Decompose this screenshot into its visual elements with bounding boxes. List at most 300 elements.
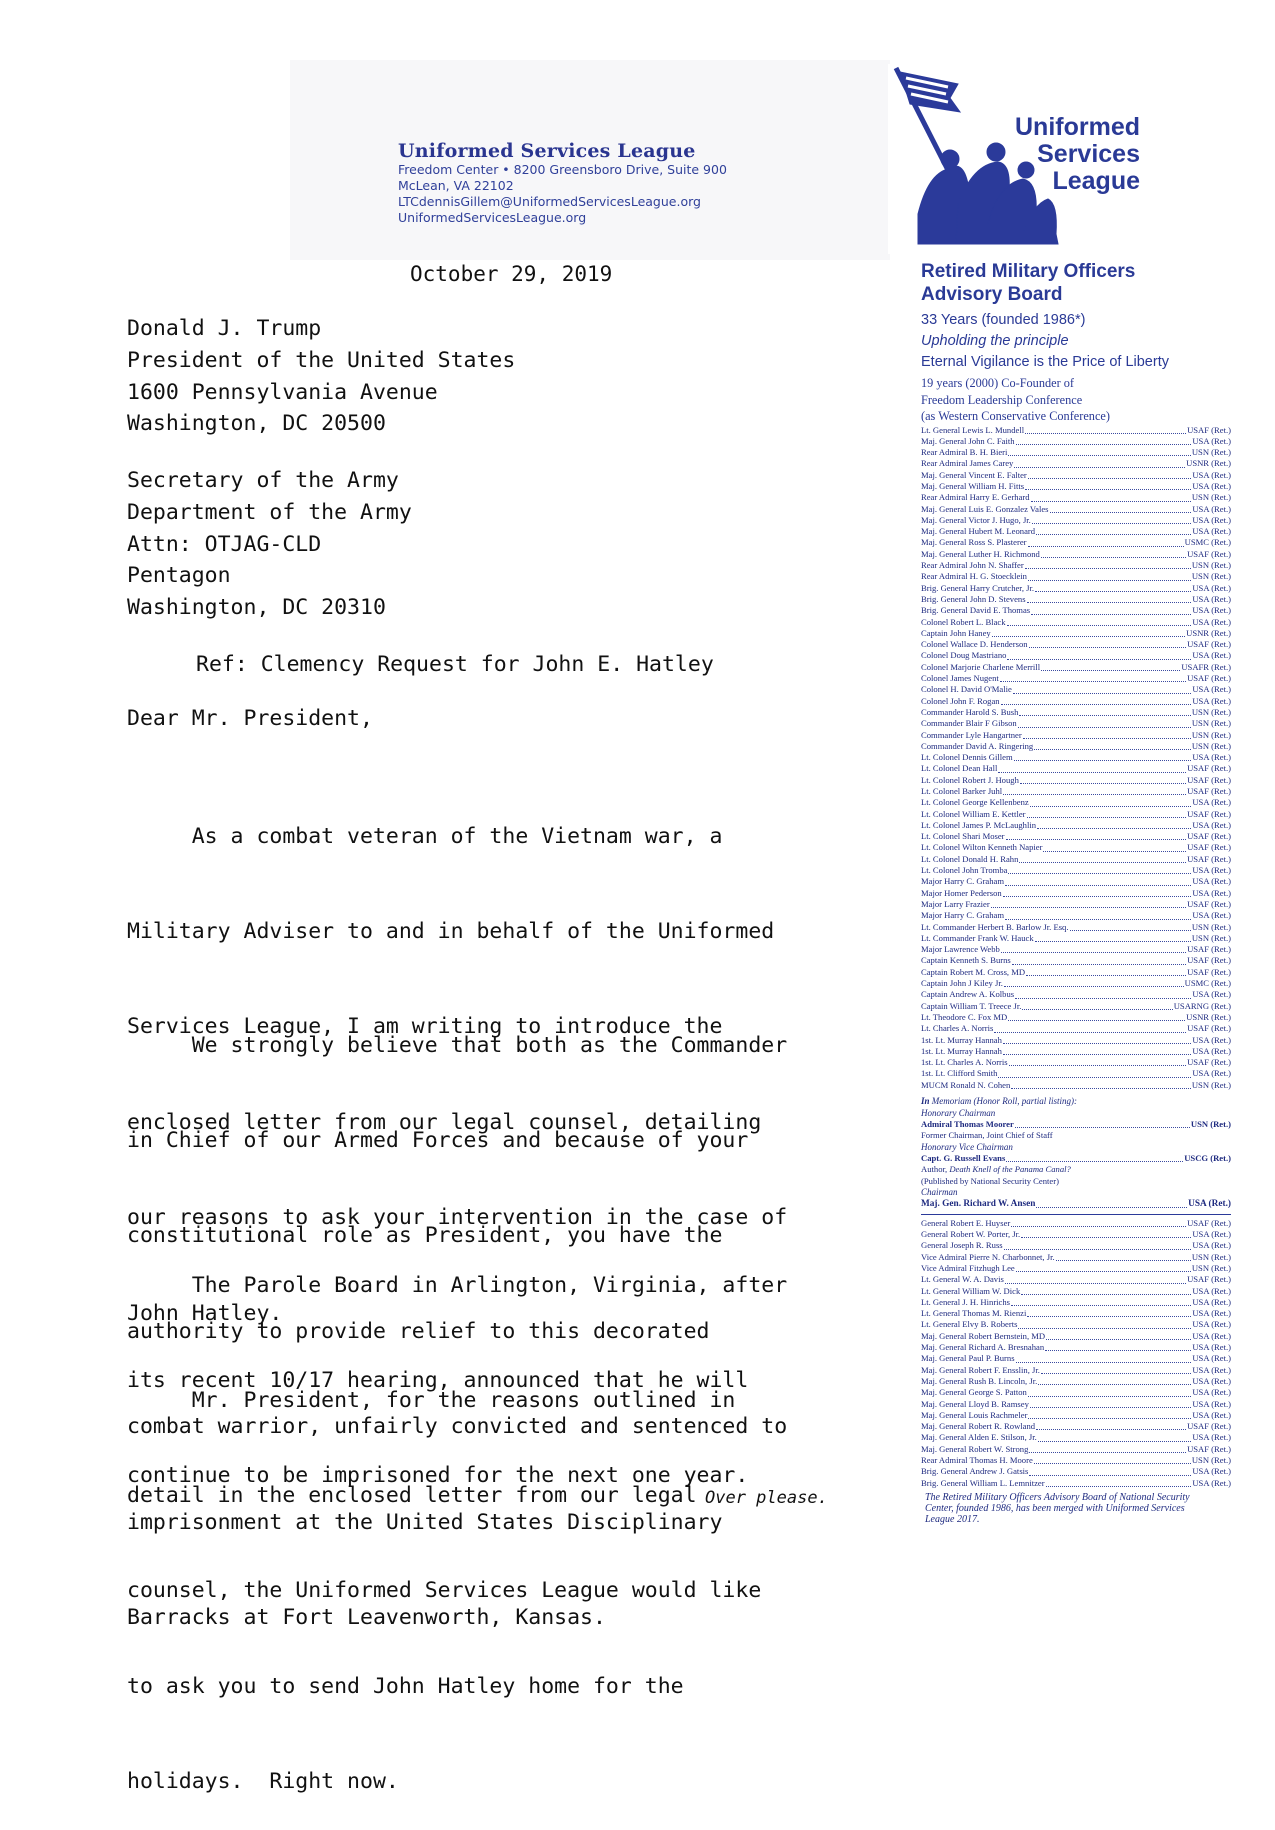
member-name: Rear Admiral Thomas H. Moore bbox=[921, 1455, 1033, 1466]
member-name: Rear Admiral James Carey bbox=[921, 458, 1014, 469]
member-name: Brig. General William L. Lemnitzer bbox=[921, 1477, 1045, 1488]
member-branch: USA (Ret.) bbox=[1192, 1045, 1231, 1056]
member-branch: USA (Ret.) bbox=[1192, 435, 1231, 446]
roster-row bbox=[921, 1263, 1231, 1274]
leader-dots bbox=[1014, 467, 1185, 468]
leader-dots bbox=[1043, 851, 1186, 852]
leader-dots bbox=[1025, 568, 1191, 569]
member-name: Maj. General Richard A. Bresnahan bbox=[921, 1342, 1045, 1353]
member-branch: USA (Ret.) bbox=[1192, 503, 1231, 514]
member-branch: USA (Ret.) bbox=[1192, 605, 1231, 616]
leader-dots bbox=[1029, 1475, 1191, 1476]
roster-row bbox=[921, 470, 1231, 481]
roster-row bbox=[921, 876, 1231, 887]
leader-dots bbox=[1050, 512, 1192, 513]
member-branch: USAF (Ret.) bbox=[1187, 955, 1231, 966]
member-branch: USN (Ret.) bbox=[1191, 706, 1231, 717]
roster-row bbox=[921, 458, 1231, 469]
paragraph-line: in Chief of our Armed Forces and because of your bbox=[127, 1127, 749, 1153]
roster-row bbox=[921, 1319, 1231, 1330]
roster-row bbox=[921, 662, 1231, 673]
paragraph-line: holidays. Right now. bbox=[127, 1769, 399, 1795]
roster-row bbox=[921, 922, 1231, 933]
member-name: Lt. Colonel Dean Hall bbox=[921, 763, 998, 774]
member-name: Captain John Haney bbox=[921, 627, 991, 638]
member-branch: USN (Ret.) bbox=[1191, 932, 1231, 943]
recipient-line: Department of the Army bbox=[127, 499, 412, 525]
member-branch: USNR (Ret.) bbox=[1186, 627, 1231, 638]
member-name: Lt. Colonel Dennis Gillem bbox=[921, 752, 1013, 763]
roster-row bbox=[921, 1353, 1231, 1364]
member-branch: USA (Ret.) bbox=[1192, 1466, 1231, 1477]
leader-dots bbox=[1021, 1237, 1191, 1238]
member-branch: USN (Ret.) bbox=[1190, 1119, 1231, 1130]
roster-row bbox=[921, 1001, 1231, 1012]
member-branch: USAF (Ret.) bbox=[1187, 853, 1231, 864]
leader-dots bbox=[994, 1032, 1186, 1033]
roster-row bbox=[921, 504, 1231, 515]
leader-dots bbox=[1014, 760, 1192, 761]
chairman-row bbox=[921, 1199, 1231, 1210]
logo-line3: League bbox=[1052, 167, 1140, 195]
paragraph-line: our reasons to ask your intervention in the case of bbox=[127, 1205, 788, 1231]
member-name: Vice Admiral Pierre N. Charbonnet, Jr. bbox=[921, 1251, 1055, 1262]
leader-dots bbox=[1031, 501, 1191, 502]
leader-dots bbox=[1056, 1260, 1191, 1261]
leader-dots bbox=[1013, 693, 1192, 694]
memoriam-heading bbox=[921, 1096, 1231, 1108]
paragraph-line: Services League, I am writing to introduce the bbox=[127, 1014, 723, 1040]
leader-dots bbox=[1015, 1127, 1190, 1128]
member-name: Major Larry Frazier bbox=[921, 898, 990, 909]
leader-dots bbox=[1027, 602, 1192, 603]
leader-dots bbox=[1003, 896, 1192, 897]
leader-dots bbox=[1011, 1088, 1191, 1089]
roster-row bbox=[921, 583, 1231, 594]
paragraph-line: authority to provide relief to this decorated bbox=[127, 1318, 710, 1344]
member-branch: USA (Ret.) bbox=[1192, 1375, 1231, 1386]
cofounder-line2: Freedom Leadership Conference bbox=[921, 392, 1083, 407]
member-branch: USA (Ret.) bbox=[1192, 1409, 1231, 1420]
recipient-line: 1600 Pennsylvania Avenue bbox=[127, 379, 438, 405]
leader-dots bbox=[1045, 1350, 1191, 1351]
leader-dots bbox=[1028, 1396, 1192, 1397]
roster-row bbox=[921, 492, 1231, 503]
roster-row bbox=[921, 1365, 1231, 1376]
member-branch: USAF (Ret.) bbox=[1187, 763, 1231, 774]
roster-row bbox=[921, 1444, 1231, 1455]
leader-dots bbox=[1004, 986, 1184, 987]
member-name: Colonel Robert L. Black bbox=[921, 616, 1006, 627]
member-name: Major Harry C. Graham bbox=[921, 910, 1005, 921]
paragraph-line: detail in the enclosed letter from our legal bbox=[127, 1482, 697, 1508]
paragraph-4 bbox=[127, 1321, 887, 1830]
roster-row bbox=[921, 944, 1231, 955]
leader-dots bbox=[1036, 1429, 1186, 1430]
member-branch: USA (Ret.) bbox=[1192, 910, 1231, 921]
member-name: Captain Kenneth S. Burns bbox=[921, 955, 1011, 966]
member-name: Major Homer Pederson bbox=[921, 887, 1002, 898]
member-name: Commander Lyle Hangartner bbox=[921, 729, 1022, 740]
roster-row bbox=[921, 537, 1231, 548]
member-name: Lt. Colonel Wilton Kenneth Napier bbox=[921, 842, 1043, 853]
leader-dots bbox=[1029, 1452, 1186, 1453]
member-branch: USA (Ret.) bbox=[1192, 650, 1231, 661]
honorary-vice-label: Honorary Vice Chairman bbox=[921, 1141, 1013, 1152]
member-branch: USA (Ret.) bbox=[1192, 1387, 1231, 1398]
letter-date: October 29, 2019 bbox=[410, 262, 613, 286]
paragraph-line: combat warrior, unfairly convicted and sentenced to bbox=[127, 1414, 788, 1440]
leader-dots bbox=[1038, 1441, 1192, 1442]
member-branch: USA (Ret.) bbox=[1192, 797, 1231, 808]
member-name: Lt. General W. A. Davis bbox=[921, 1274, 1004, 1285]
over-please-note: Over please. bbox=[705, 1488, 828, 1508]
honorary-chairman-row bbox=[921, 1119, 1231, 1130]
member-name: Lt. Commander Herbert B. Barlow Jr. Esq. bbox=[921, 921, 1069, 932]
roster-row bbox=[921, 797, 1231, 808]
roster-row bbox=[921, 481, 1231, 492]
member-name: Brig. General David E. Thomas bbox=[921, 605, 1031, 616]
member-branch: USN (Ret.) bbox=[1191, 740, 1231, 751]
paragraph-line: As a combat veteran of the Vietnam war, a bbox=[127, 823, 723, 849]
address-line2: McLean, VA 22102 bbox=[398, 178, 514, 193]
member-name: Maj. General Robert W. Strong bbox=[921, 1443, 1029, 1454]
website-link[interactable]: UniformedServicesLeague.org bbox=[398, 210, 587, 225]
member-name: Lt. Theodore C. Fox MD bbox=[921, 1011, 1008, 1022]
recipient-line: Secretary of the Army bbox=[127, 468, 399, 493]
leader-dots bbox=[1023, 738, 1191, 739]
paragraph-line: counsel, the Uniformed Services League would like bbox=[127, 1578, 762, 1604]
leader-dots bbox=[1011, 1226, 1186, 1227]
honorary-vice-note2: (Published by National Security Center) bbox=[921, 1175, 1059, 1186]
member-branch: USA (Ret.) bbox=[1192, 1364, 1231, 1375]
member-name: Colonel James Nugent bbox=[921, 673, 999, 684]
leader-dots bbox=[1018, 727, 1191, 728]
leader-dots bbox=[1008, 455, 1190, 456]
member-branch: USN (Ret.) bbox=[1191, 1079, 1231, 1090]
member-branch: USA (Ret.) bbox=[1192, 593, 1231, 604]
member-name: Lt. General Elvy B. Roberts bbox=[921, 1319, 1018, 1330]
board-motto: Eternal Vigilance is the Price of Liberty bbox=[921, 354, 1169, 370]
roster-row bbox=[921, 617, 1231, 628]
leader-dots bbox=[1015, 998, 1191, 999]
roster-row bbox=[921, 436, 1231, 447]
board-title-line2: Advisory Board bbox=[921, 284, 1063, 305]
member-name: Captain Robert M. Cross, MD bbox=[921, 966, 1026, 977]
logo-line1: Uniformed bbox=[1015, 113, 1140, 141]
member-branch: USN (Ret.) bbox=[1191, 492, 1231, 503]
member-name: Maj. Gen. Richard W. Ansen bbox=[921, 1198, 1036, 1209]
letterhead bbox=[398, 140, 727, 226]
paragraph-line: Mr. President, for the reasons outlined in bbox=[127, 1387, 736, 1413]
member-branch: USA (Ret.) bbox=[1192, 876, 1231, 887]
leader-dots bbox=[1019, 715, 1190, 716]
member-name: Maj. General Luther H. Richmond bbox=[921, 548, 1040, 559]
roster-row bbox=[921, 1218, 1231, 1229]
honorary-chairman-note: Former Chairman, Joint Chief of Staff bbox=[921, 1130, 1053, 1141]
recipient-block-president bbox=[127, 313, 887, 440]
member-branch: USA (Ret.) bbox=[1192, 469, 1231, 480]
leader-dots bbox=[1008, 1020, 1185, 1021]
member-branch: USA (Ret.) bbox=[1192, 1353, 1231, 1364]
roster-row bbox=[921, 515, 1231, 526]
paragraph-line: to ask you to send John Hatley home for the bbox=[127, 1673, 684, 1699]
roster-row bbox=[921, 1252, 1231, 1263]
paragraph-line: continue to be imprisoned for the next one year. bbox=[127, 1463, 749, 1489]
member-name: Vice Admiral Fitzhugh Lee bbox=[921, 1262, 1015, 1273]
member-branch: USNR (Ret.) bbox=[1186, 458, 1231, 469]
member-branch: USN (Ret.) bbox=[1191, 729, 1231, 740]
leader-dots bbox=[1041, 557, 1186, 558]
leader-dots bbox=[1046, 1339, 1191, 1340]
roster-row bbox=[921, 571, 1231, 582]
roster-row bbox=[921, 820, 1231, 831]
salutation: Dear Mr. President, bbox=[127, 706, 373, 731]
member-branch: USAF (Ret.) bbox=[1187, 786, 1231, 796]
roster-row bbox=[921, 1432, 1231, 1443]
honorary-vice-row bbox=[921, 1153, 1231, 1164]
member-branch: USN (Ret.) bbox=[1191, 571, 1231, 582]
recipient-line: Donald J. Trump bbox=[127, 316, 322, 341]
member-name: Rear Admiral B. H. Bieri bbox=[921, 447, 1008, 458]
leader-dots bbox=[1032, 523, 1191, 524]
leader-dots bbox=[1025, 433, 1186, 434]
member-name: 1st. Lt. Clifford Smith bbox=[921, 1068, 998, 1079]
member-name: General Robert W. Porter, Jr. bbox=[921, 1229, 1021, 1240]
member-name: Rear Admiral Harry E. Gerhard bbox=[921, 492, 1030, 503]
leader-dots bbox=[992, 636, 1185, 637]
cofounder-line3: (as Western Conservative Conference) bbox=[921, 409, 1110, 423]
honorary-chairman-label: Honorary Chairman bbox=[921, 1107, 996, 1118]
member-name: Maj. General Victor J. Hugo, Jr. bbox=[921, 514, 1031, 525]
leader-dots bbox=[1041, 1373, 1191, 1374]
paragraph-line: Barracks at Fort Leavenworth, Kansas. bbox=[127, 1604, 606, 1630]
member-name: Maj. General Ross S. Plasterer bbox=[921, 537, 1027, 548]
leader-dots bbox=[1029, 647, 1187, 648]
member-branch: USAF (Ret.) bbox=[1187, 1057, 1231, 1068]
member-branch: USA (Ret.) bbox=[1192, 1285, 1231, 1296]
roster-row bbox=[921, 775, 1231, 786]
leader-dots bbox=[1038, 1384, 1191, 1385]
leader-dots bbox=[1028, 546, 1184, 547]
member-name: Maj. General Lloyd B. Ramsey bbox=[921, 1398, 1029, 1409]
leader-dots bbox=[1005, 885, 1191, 886]
leader-dots bbox=[1019, 862, 1186, 863]
member-name: Maj. General John C. Faith bbox=[921, 435, 1015, 446]
member-branch: USA (Ret.) bbox=[1188, 1198, 1231, 1209]
leader-dots bbox=[1035, 591, 1191, 592]
member-branch: USAF (Ret.) bbox=[1187, 1217, 1231, 1228]
leader-dots bbox=[1005, 1283, 1186, 1284]
roster-row bbox=[921, 978, 1231, 989]
member-name: Maj. General Rush B. Lincoln, Jr. bbox=[921, 1375, 1038, 1386]
roster-row bbox=[921, 1376, 1231, 1387]
member-branch: USAF (Ret.) bbox=[1187, 831, 1231, 842]
member-name: Maj. General Vincent E. Falter bbox=[921, 469, 1027, 480]
member-branch: USA (Ret.) bbox=[1192, 1330, 1231, 1341]
member-branch: USA (Ret.) bbox=[1192, 1296, 1231, 1307]
member-name: Lt. General J. H. Hinrichs bbox=[921, 1296, 1011, 1307]
recipient-line: Washington, DC 20500 bbox=[127, 411, 386, 437]
roster-row bbox=[921, 650, 1231, 661]
roster-row bbox=[921, 888, 1231, 899]
member-name: Lt. General William W. Dick bbox=[921, 1285, 1021, 1296]
member-name: Lt. General Lewis L. Mundell bbox=[921, 424, 1025, 435]
member-branch: USN (Ret.) bbox=[1191, 560, 1231, 571]
member-name: Captain John J Kiley Jr. bbox=[921, 978, 1003, 989]
roster-row bbox=[921, 707, 1231, 718]
member-name: Colonel John F. Rogan bbox=[921, 695, 1000, 706]
roster-row bbox=[921, 831, 1231, 842]
chairman-label: Chairman bbox=[921, 1187, 958, 1197]
member-branch: USA (Ret.) bbox=[1192, 1229, 1231, 1240]
member-name: Major Lawrence Webb bbox=[921, 944, 1000, 955]
paragraph-line: its recent 10/17 hearing, announced that he will bbox=[127, 1367, 749, 1393]
leader-dots bbox=[1046, 1486, 1192, 1487]
author-prefix: Author, bbox=[921, 1164, 950, 1175]
member-name: Colonel Wallace D. Henderson bbox=[921, 639, 1028, 650]
member-branch: USAF (Ret.) bbox=[1187, 898, 1231, 909]
leader-dots bbox=[1020, 783, 1186, 784]
paragraph-line: John Hatley. bbox=[127, 1300, 283, 1326]
advisory-board-sidebar bbox=[921, 260, 1231, 1525]
roster-row bbox=[921, 718, 1231, 729]
member-branch: USAF (Ret.) bbox=[1187, 944, 1231, 955]
member-name: Maj. General Robert Bernstein, MD bbox=[921, 1330, 1046, 1341]
leader-dots bbox=[1018, 1328, 1191, 1329]
leader-dots bbox=[1011, 1305, 1191, 1306]
member-branch: USN (Ret.) bbox=[1191, 1251, 1231, 1262]
leader-dots bbox=[1037, 828, 1191, 829]
member-name: Lt. General Thomas M. Rienzi bbox=[921, 1308, 1027, 1319]
leader-dots bbox=[1006, 1161, 1183, 1162]
paragraph-line: enclosed letter from our legal counsel, detailing bbox=[127, 1109, 762, 1135]
roster-row bbox=[921, 605, 1231, 616]
leader-dots bbox=[1026, 975, 1186, 976]
member-name: Maj. General George S. Patton bbox=[921, 1387, 1027, 1398]
member-branch: USA (Ret.) bbox=[1192, 1034, 1231, 1045]
member-branch: USA (Ret.) bbox=[1192, 865, 1231, 876]
leader-dots bbox=[1003, 794, 1186, 795]
leader-dots bbox=[1035, 941, 1191, 942]
leader-dots bbox=[1025, 489, 1191, 490]
member-branch: USA (Ret.) bbox=[1192, 695, 1231, 706]
member-branch: USA (Ret.) bbox=[1192, 514, 1231, 525]
recipient-line: Washington, DC 20310 bbox=[127, 595, 386, 621]
member-branch: USA (Ret.) bbox=[1192, 1319, 1231, 1330]
member-branch: USAF (Ret.) bbox=[1187, 1023, 1231, 1034]
member-branch: USMC (Ret.) bbox=[1184, 978, 1231, 989]
leader-dots bbox=[991, 907, 1186, 908]
leader-dots bbox=[1028, 478, 1192, 479]
leader-dots bbox=[1000, 681, 1186, 682]
member-name: Major Harry C. Graham bbox=[921, 876, 1005, 887]
recipient-block-army bbox=[127, 465, 887, 624]
member-branch: USAF (Ret.) bbox=[1187, 966, 1231, 977]
roster-row bbox=[921, 1068, 1231, 1079]
leader-dots bbox=[1022, 1009, 1172, 1010]
leader-dots bbox=[1004, 1249, 1192, 1250]
member-branch: USAF (Ret.) bbox=[1187, 842, 1231, 853]
member-name: Maj. General Luis E. Gonzalez Vales bbox=[921, 503, 1049, 514]
member-name: Commander Blair F Gibson bbox=[921, 718, 1017, 729]
email-link[interactable]: LTCdennisGillem@UniformedServicesLeague.org bbox=[398, 194, 701, 209]
roster-row bbox=[921, 560, 1231, 571]
member-branch: USAFR (Ret.) bbox=[1181, 661, 1231, 672]
roster-row bbox=[921, 1080, 1231, 1091]
member-name: Maj. General Paul P. Burns bbox=[921, 1353, 1015, 1364]
member-name: Colonel Marjorie Charlene Merrill bbox=[921, 661, 1041, 672]
roster-row bbox=[921, 639, 1231, 650]
roster-row bbox=[921, 1387, 1231, 1398]
org-name: Uniformed Services League bbox=[398, 140, 696, 162]
book-title: Death Knell of the Panama Canal? bbox=[949, 1164, 1071, 1175]
honorary-vice-note1 bbox=[921, 1164, 1231, 1175]
member-branch: USN (Ret.) bbox=[1191, 718, 1231, 729]
member-branch: USA (Ret.) bbox=[1192, 752, 1231, 763]
member-name: Maj. General Hubert M. Leonard bbox=[921, 526, 1036, 537]
member-branch: USAF (Ret.) bbox=[1187, 1274, 1231, 1285]
roster-row bbox=[921, 1274, 1231, 1285]
leader-dots bbox=[1012, 964, 1186, 965]
member-name: Lt. Colonel William E. Kettler bbox=[921, 808, 1026, 819]
roster-row bbox=[921, 1057, 1231, 1068]
roster-row bbox=[921, 741, 1231, 752]
roster-row bbox=[921, 910, 1231, 921]
leader-dots bbox=[1003, 1043, 1191, 1044]
member-name: 1st. Lt. Charles A. Norris bbox=[921, 1057, 1008, 1068]
member-name: Lt. Colonel John Tromba bbox=[921, 865, 1008, 876]
member-name: Brig. General Harry Crutcher, Jr. bbox=[921, 582, 1035, 593]
memoriam-in: In bbox=[921, 1096, 930, 1107]
member-branch: USA (Ret.) bbox=[1192, 1308, 1231, 1319]
member-branch: USAF (Ret.) bbox=[1187, 1421, 1231, 1432]
roster-row bbox=[921, 1286, 1231, 1297]
leader-dots bbox=[1028, 1418, 1191, 1419]
recipient-line: Attn: OTJAG-CLD bbox=[127, 531, 322, 557]
board-title-line1: Retired Military Officers bbox=[921, 261, 1136, 282]
roster-row bbox=[921, 899, 1231, 910]
roster-row bbox=[921, 594, 1231, 605]
roster-row bbox=[921, 989, 1231, 1000]
roster-row bbox=[921, 809, 1231, 820]
leader-dots bbox=[1034, 749, 1191, 750]
member-branch: USA (Ret.) bbox=[1192, 480, 1231, 491]
roster-row bbox=[921, 955, 1231, 966]
board-years: 33 Years (founded 1986*) bbox=[921, 312, 1086, 328]
roster-row bbox=[921, 967, 1231, 978]
leader-dots bbox=[1041, 670, 1180, 671]
cofounder-line1: 19 years (2000) Co-Founder of bbox=[921, 376, 1074, 390]
paragraph-line: We strongly believe that both as the Commander bbox=[127, 1032, 788, 1058]
roster-row bbox=[921, 1240, 1231, 1251]
member-name: Captain William T. Treece Jr. bbox=[921, 1000, 1022, 1011]
leader-dots bbox=[1009, 1065, 1186, 1066]
member-name: Maj. General Alden E. Stilson, Jr. bbox=[921, 1432, 1037, 1443]
member-name: Maj. General Robert F. Ensslin, Jr. bbox=[921, 1364, 1040, 1375]
leader-dots bbox=[1003, 1054, 1191, 1055]
member-name: Capt. G. Russell Evans bbox=[921, 1153, 1006, 1164]
member-branch: USA (Ret.) bbox=[1192, 526, 1231, 537]
member-name: Lt. Colonel Shari Moser bbox=[921, 831, 1005, 842]
member-name: Lt. Commander Frank W. Hauck bbox=[921, 932, 1034, 943]
member-name: Commander David A. Ringering bbox=[921, 740, 1034, 751]
member-branch: USAF (Ret.) bbox=[1187, 424, 1231, 435]
leader-dots bbox=[1016, 444, 1192, 445]
leader-dots bbox=[1007, 625, 1192, 626]
paragraph-line: Military Adviser to and in behalf of the Uniformed bbox=[127, 918, 775, 944]
member-name: MUCM Ronald N. Cohen bbox=[921, 1079, 1011, 1090]
